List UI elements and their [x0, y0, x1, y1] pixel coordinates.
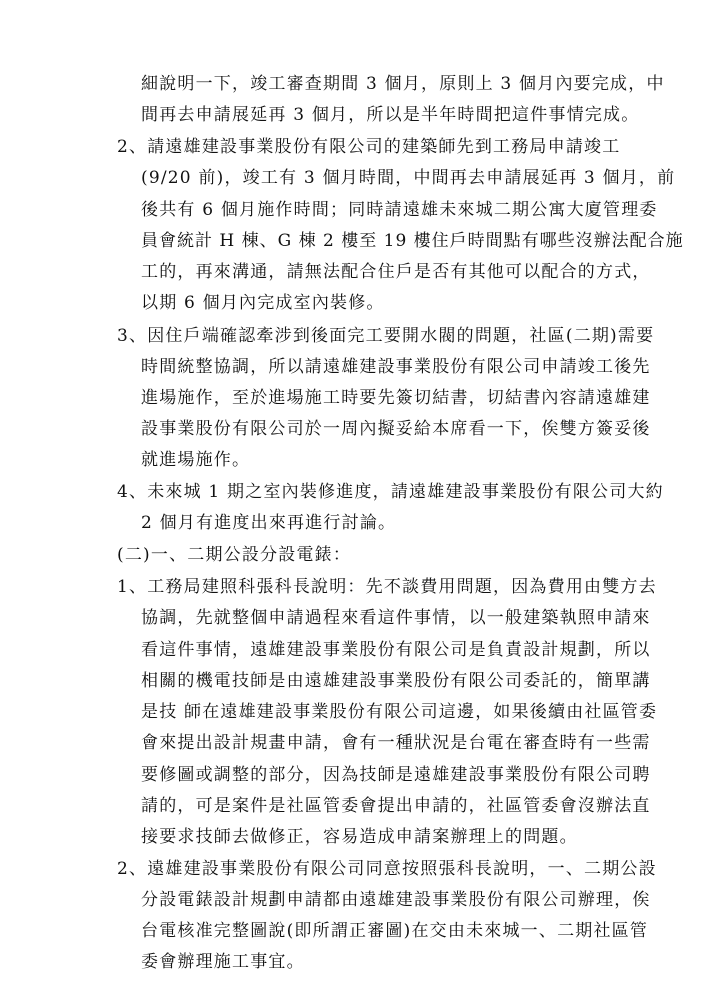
- text-line: (9/20 前)，竣工有 3 個月時間，中間再去申請展延再 3 個月，前: [141, 168, 676, 188]
- text-line: 4、未來城 1 期之室內裝修進度，請遠雄建設事業股份有限公司大約: [117, 482, 664, 502]
- text-line: 接要求技師去做修正，容易造成申請案辦理上的問題。: [141, 827, 578, 847]
- text-line: 間再去申請展延再 3 個月，所以是半年時間把這件事情完成。: [141, 105, 640, 125]
- text-line: 協調，先就整個申請過程來看這件事情，以一般建築執照申請來: [141, 608, 651, 628]
- section-heading: (二)一、二期公設分設電錶：: [117, 545, 352, 565]
- text-line: 台電核准完整圖說(即所謂正審圖)在交由未來城一、二期社區管: [141, 921, 649, 941]
- text-line: 細說明一下，竣工審查期間 3 個月，原則上 3 個月內要完成，中: [141, 74, 665, 94]
- text-line: 以期 6 個月內完成室內裝修。: [141, 293, 385, 313]
- text-line: 2、請遠雄建設事業股份有限公司的建築師先到工務局申請竣工: [117, 137, 621, 157]
- text-line: 是技 師在遠雄建設事業股份有限公司這邊，如果後續由社區管委: [141, 702, 658, 722]
- text-line: 設事業股份有限公司於一周內擬妥給本席看一下，俟雙方簽妥後: [141, 419, 651, 439]
- text-line: 看這件事情，遠雄建設事業股份有限公司是負責設計規劃，所以: [141, 640, 651, 660]
- text-line: 委會辦理施工事宜。: [141, 952, 305, 972]
- text-line: 會來提出設計規畫申請，會有一種狀況是台電在審查時有一些需: [141, 733, 651, 753]
- text-line: 時間統整協調，所以請遠雄建設事業股份有限公司申請竣工後先: [141, 357, 651, 377]
- text-line: 員會統計 H 棟、G 棟 2 樓至 19 樓住戶時間點有哪些沒辦法配合施: [141, 231, 684, 251]
- text-line: 分設電錶設計規劃申請都由遠雄建設事業股份有限公司辦理，俟: [141, 890, 651, 910]
- text-line: 請的，可是案件是社區管委會提出申請的，社區管委會沒辦法直: [141, 796, 651, 816]
- text-line: 工的，再來溝通，請無法配合住戶是否有其他可以配合的方式，: [141, 262, 651, 282]
- text-line: 3、因住戶端確認牽涉到後面完工要開水閥的問題，社區(二期)需要: [117, 326, 655, 346]
- text-line: 要修圖或調整的部分，因為技師是遠雄建設事業股份有限公司聘: [141, 765, 651, 785]
- text-line: 後共有 6 個月施作時間；同時請遠雄未來城二期公寓大廈管理委: [141, 200, 658, 220]
- text-line: 相關的機電技師是由遠雄建設事業股份有限公司委託的，簡單講: [141, 671, 651, 691]
- text-line: 就進場施作。: [141, 450, 251, 470]
- text-line: 進場施作，至於進場施工時要先簽切結書，切結書內容請遠雄建: [141, 388, 651, 408]
- text-line: 2 個月有進度出來再進行討論。: [141, 513, 397, 533]
- text-line: 2、遠雄建設事業股份有限公司同意按照張科長說明，一、二期公設: [117, 859, 657, 879]
- text-line: 1、工務局建照科張科長說明：先不談費用問題，因為費用由雙方去: [117, 577, 657, 597]
